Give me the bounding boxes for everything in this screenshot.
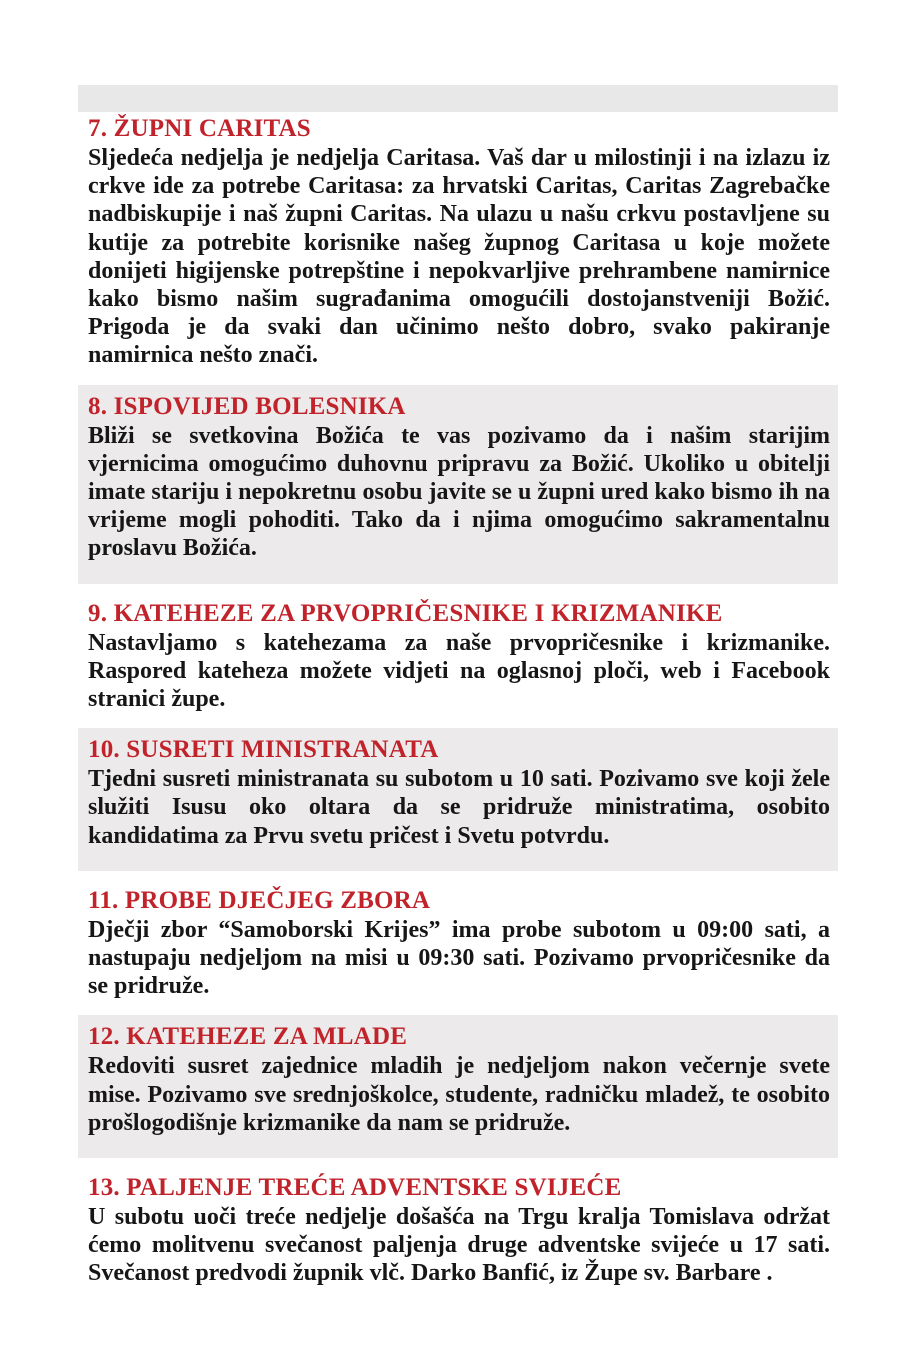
section-13-paljenje-adventske-svijece [78,1173,838,1288]
section-7-zupni-caritas [78,114,838,370]
previous-section-block-remnant [78,85,838,112]
section-body: U subotu uoči treće nedjelje došašća na Trgu kralja Tomislava održat ćemo molitvenu svečanost paljenja druge adventske svijeće u 17 sati. Svečanost predvodi župnik vlč. Darko Banfić, iz Župe sv. Barbare . [88,1204,830,1287]
section-body: Tjedni susreti ministranata su subotom u 10 sati. Pozivamo sve koji žele služiti Isusu oko oltara da se pridruže ministratima, osobito kandidatima za Prvu svetu pričest i Svetu potvrdu. [88,766,830,849]
section-heading: 8. ISPOVIJED BOLESNIKA [88,392,406,420]
section-11-probe-djecjeg-zbora [78,886,838,1001]
section-heading: 7. ŽUPNI CARITAS [88,115,311,142]
section-body: Bliži se svetkovina Božića te vas pozivamo da i našim starijim vjernicima omogućimo duhovnu pripravu za Božić. Ukoliko u obitelji imate stariju i nepokretnu osobu javite se u župni ured kako bismo ih na vrijeme mogli pohoditi. Tako da i njima omogućimo sakramentalnu proslavu Božića. [88,422,830,562]
bulletin-page [78,85,838,1303]
section-heading: 13. PALJENJE TREĆE ADVENTSKE SVIJEĆE [88,1174,622,1202]
section-10-susreti-ministranata [78,728,838,871]
section-body: Sljedeća nedjelja je nedjelja Caritasa. Vaš dar u milostinji i na izlazu iz crkve ide za potrebe Caritasa: za hrvatski Caritas, Caritas Zagrebačke nadbiskupije i naš župni Caritas. Na ulazu u našu crkvu postavljene su kutije za potrebite korisnike našeg župnog Caritasa u koje možete donijeti higijenske potrepštine i nepokvarljive prehrambene namirnice kako bismo našim sugrađanima omogućili dostojanstveniji Božić. Prigoda je da svaki dan učinimo nešto dobro, svako pakiranje namirnica nešto znači. [88,145,830,369]
section-body: Nastavljamo s katehezama za naše prvopričesnike i krizmanike. Raspored kateheza možete vidjeti na oglasnoj ploči, web i Facebook stranici župe. [88,629,830,713]
section-body: Redoviti susret zajednice mladih je nedjeljom nakon večernje svete mise. Pozivamo sve srednjoškolce, studente, radničku mladež, te osobito prošlogodišnje krizmanike da nam se pridruže. [88,1053,830,1136]
section-body: Dječji zbor “Samoborski Krijes” ima probe subotom u 09:00 sati, a nastupaju nedjeljom na misi u 09:30 sati. Pozivamo prvopričesnike da se pridruže. [88,916,830,1000]
section-12-kateheze-za-mlade [78,1015,838,1158]
section-8-ispovijed-bolesnika [78,385,838,584]
section-heading: 12. KATEHEZE ZA MLADE [88,1023,408,1051]
section-9-kateheze-prvopricesnici [78,599,838,714]
section-heading: 9. KATEHEZE ZA PRVOPRIČESNIKE I KRIZMANIKE [88,599,723,627]
section-heading: 11. PROBE DJEČJEG ZBORA [88,886,431,914]
section-heading: 10. SUSRETI MINISTRANATA [88,736,439,764]
